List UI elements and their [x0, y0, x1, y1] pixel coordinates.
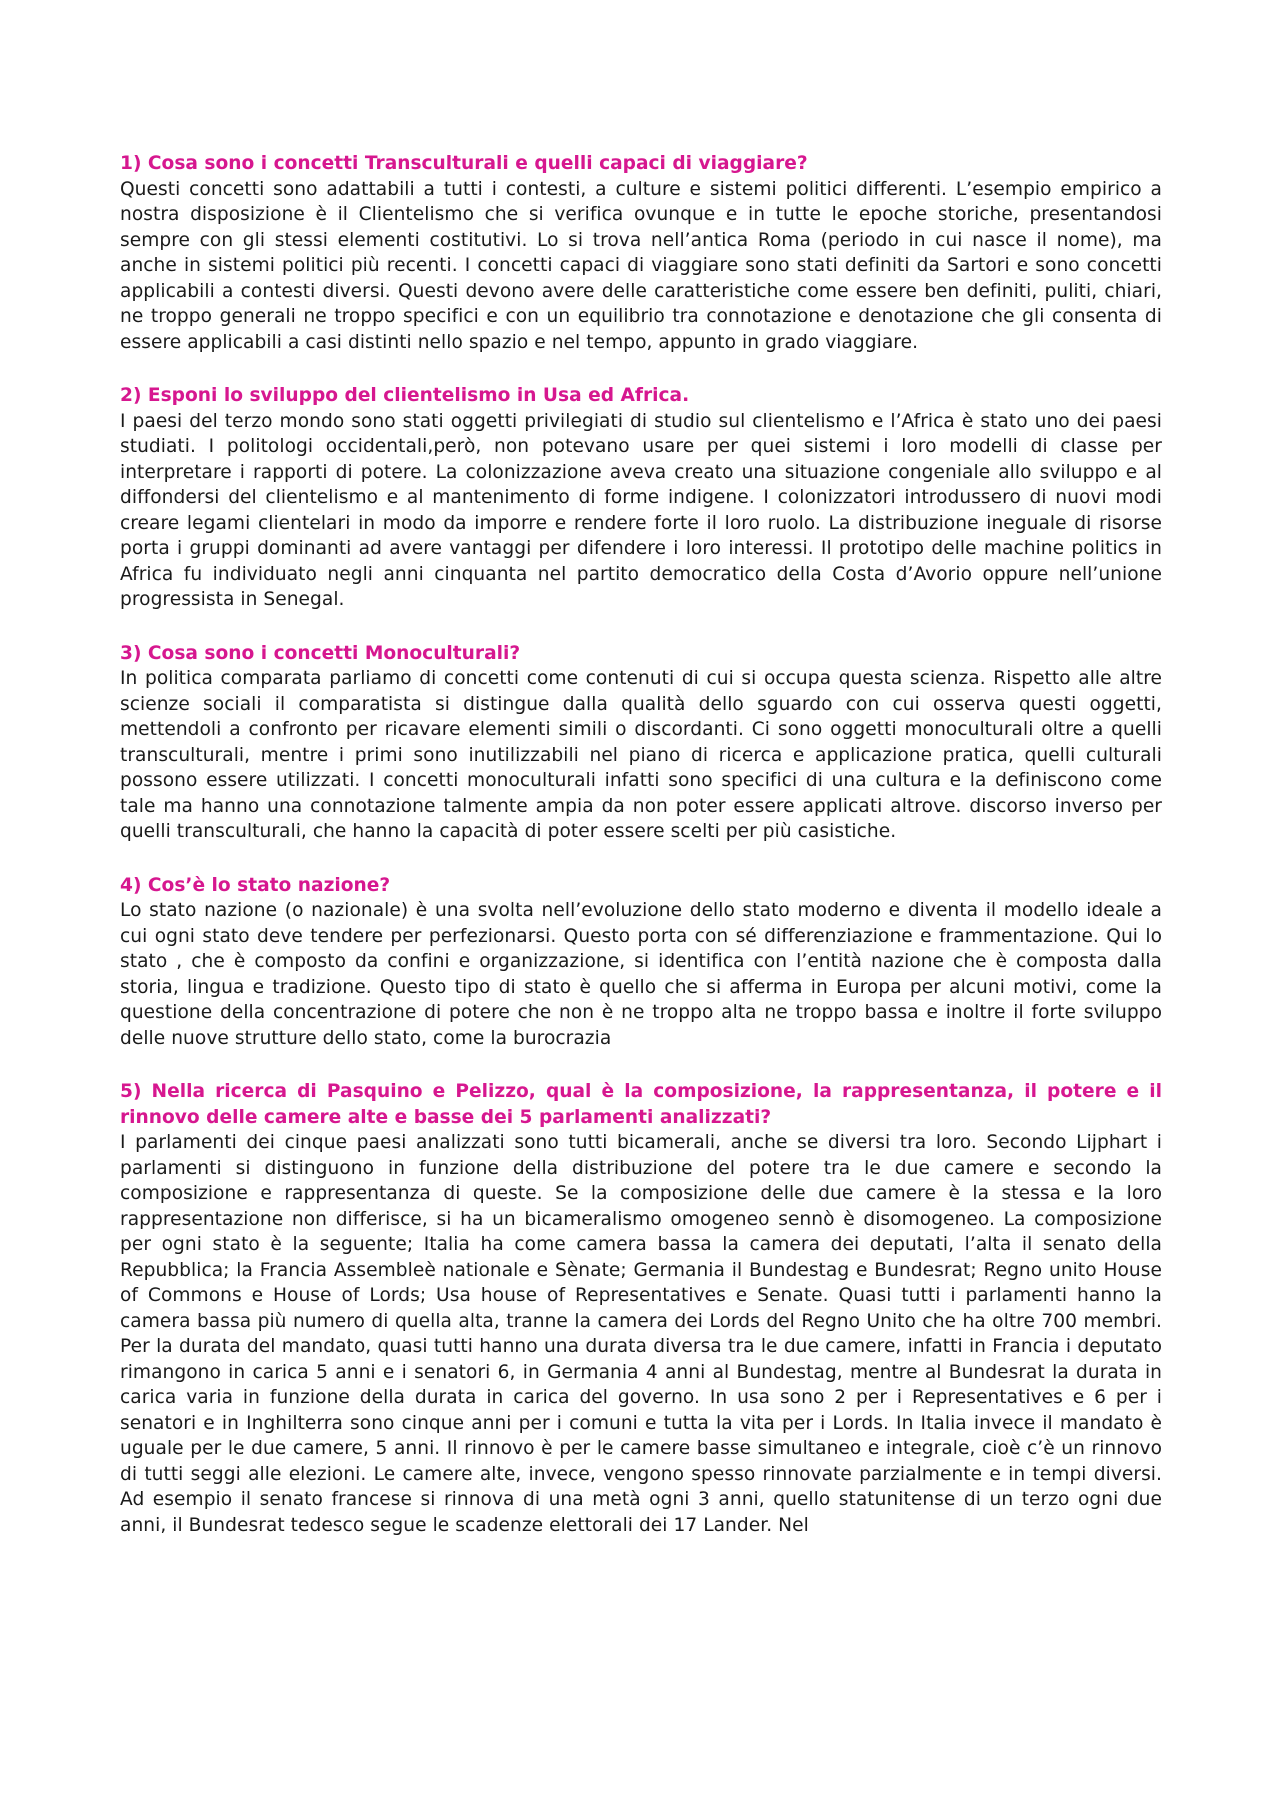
section-1 — [120, 151, 1162, 355]
answer-paragraph-4: Lo stato nazione (o nazionale) è una svolta nell’evoluzione dello stato moderno e diventa il modello ideale a cui ogni stato deve tendere per perfezionarsi. Questo porta con sé differenziazione e frammentazione. Qui lo stato , che è composto da confini e organizzazione, si identifica con l’entità nazione che è composta dalla storia, lingua e tradizione. Questo tipo di stato è quello che si afferma in Europa per alcuni motivi, come la questione della concentrazione di potere che non è ne troppo alta ne troppo bassa e inoltre il forte sviluppo delle nuove strutture dello stato, come la burocrazia — [120, 900, 1162, 1049]
section-2 — [120, 383, 1162, 613]
question-heading-4: 4) Cos’è lo stato nazione? — [120, 874, 391, 896]
answer-paragraph-5: I parlamenti dei cinque paesi analizzati sono tutti bicamerali, anche se diversi tra loro. Secondo Lijphart i parlamenti si distinguono in funzione della distribuzione del potere tra le due camere e secondo la composizione e rappresentanza di queste. Se la composizione delle due camere è la stessa e la loro rappresentazione non differisce, si ha un bicameralismo omogeneo sennò è disomogeneo. La composizione per ogni stato è la seguente; Italia ha come camera bassa la camera dei deputati, l’alta il senato della Repubblica; la Francia Assembleè nationale e Sènate; Germania il Bundestag e Bundesrat; Regno unito House of Commons e House of Lords; Usa house of Representatives e Senate. Quasi tutti i parlamenti hanno la camera bassa più numero di quella alta, tranne la camera dei Lords del Regno Unito che ha oltre 700 membri. Per la durata del mandato, quasi tutti hanno una durata diversa tra le due camere, infatti in Francia i deputato rimangono in carica 5 anni e i senatori 6, in Germania 4 anni al Bundestag, mentre al Bundesrat la durata in carica varia in funzione della durata in carica del governo. In usa sono 2 per i Representatives e 6 per i senatori e in Inghilterra sono cinque anni per i comuni e tutta la vita per i Lords. In Italia invece il mandato è uguale per le due camere, 5 anni. Il rinnovo è per le camere basse simultaneo e integrale, cioè c’è un rinnovo di tutti seggi alle elezioni. Le camere alte, invece, vengono spesso rinnovate parzialmente e in tempi diversi. Ad esempio il senato francese si rinnova di una metà ogni 3 anni, quello statunitense di un terzo ogni due anni, il Bundesrat tedesco segue le scadenze elettorali dei 17 Lander. Nel — [120, 1132, 1162, 1536]
question-heading-3: 3) Cosa sono i concetti Monoculturali? — [120, 642, 521, 664]
section-4 — [120, 873, 1162, 1052]
section-5 — [120, 1079, 1162, 1538]
section-3 — [120, 641, 1162, 845]
document-body — [120, 151, 1162, 1566]
answer-paragraph-1: Questi concetti sono adattabili a tutti i contesti, a culture e sistemi politici differenti. L’esempio empirico a nostra disposizione è il Clientelismo che si verifica ovunque e in tutte le epoche storiche, presentandosi sempre con gli stessi elementi costitutivi. Lo si trova nell’antica Roma (periodo in cui nasce il nome), ma anche in sistemi politici più recenti. I concetti capaci di viaggiare sono stati definiti da Sartori e sono concetti applicabili a contesti diversi. Questi devono avere delle caratteristiche come essere ben definiti, puliti, chiari, ne troppo generali ne troppo specifici e con un equilibrio tra connotazione e denotazione che gli consenta di essere applicabili a casi distinti nello spazio e nel tempo, appunto in grado viaggiare. — [120, 178, 1162, 353]
answer-paragraph-2: I paesi del terzo mondo sono stati oggetti privilegiati di studio sul clientelismo e l’Africa è stato uno dei paesi studiati. I politologi occidentali,però, non potevano usare per quei sistemi i loro modelli di classe per interpretare i rapporti di potere. La colonizzazione aveva creato una situazione congeniale allo sviluppo e al diffondersi del clientelismo e al mantenimento di forme indigene. I colonizzatori introdussero di nuovi modi creare legami clientelari in modo da imporre e rendere forte il loro ruolo. La distribuzione ineguale di risorse porta i gruppi dominanti ad avere vantaggi per difendere i loro interessi. Il prototipo delle machine politics in Africa fu individuato negli anni cinquanta nel partito democratico della Costa d’Avorio oppure nell’unione progressista in Senegal. — [120, 410, 1162, 610]
question-heading-1: 1) Cosa sono i concetti Transculturali e quelli capaci di viaggiare? — [120, 153, 808, 174]
question-heading-5: 5) Nella ricerca di Pasquino e Pelizzo, qual è la composizione, la rappresentanza, il potere e il rinnovo delle camere alte e basse dei 5 parlamenti analizzati? — [120, 1081, 1162, 1128]
answer-paragraph-3: In politica comparata parliamo di concetti come contenuti di cui si occupa questa scienza. Rispetto alle altre scienze sociali il comparatista si distingue dalla qualità dello sguardo con cui osserva questi oggetti, mettendoli a confronto per ricavare elementi simili o discordanti. Ci sono oggetti monoculturali oltre a quelli transculturali, mentre i primi sono inutilizzabili nel piano di ricerca e applicazione pratica, quelli culturali possono essere utilizzati. I concetti monoculturali infatti sono specifici di una cultura e la definiscono come tale ma hanno una connotazione talmente ampia da non poter essere applicati altrove. discorso inverso per quelli transculturali, che hanno la capacità di poter essere scelti per più casistiche. — [120, 668, 1162, 842]
question-heading-2: 2) Esponi lo sviluppo del clientelismo in Usa ed Africa. — [120, 385, 690, 406]
